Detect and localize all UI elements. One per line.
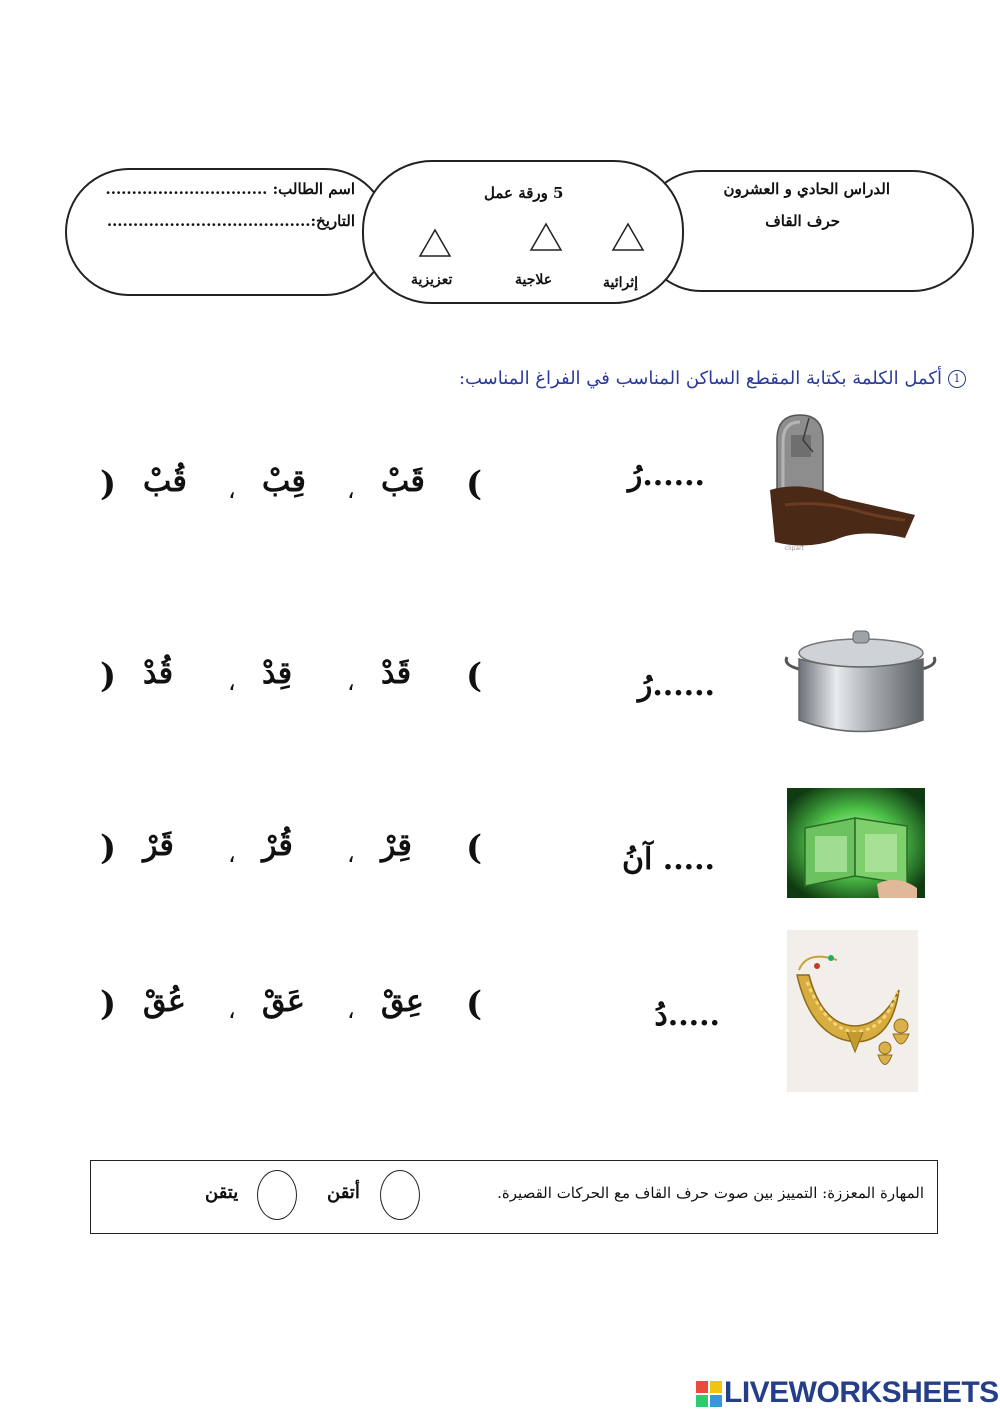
item-4-option-2[interactable]: عَقْ xyxy=(262,984,305,1019)
item-1-open-paren: ( xyxy=(466,464,483,504)
lesson-title: الدراس الحادي و العشرون xyxy=(723,180,890,198)
item-4-close-paren: ) xyxy=(100,984,117,1024)
item-4-open-paren: ( xyxy=(466,984,483,1024)
worksheet-number: 5 xyxy=(553,184,564,202)
item-3-word: ..... آنُ xyxy=(621,842,715,877)
item-2-option-2[interactable]: قِدْ xyxy=(262,656,293,691)
skill-description: المهارة المعززة: التمييز بين صوت حرف القاف مع الحركات القصيرة. xyxy=(497,1184,924,1202)
question-number-badge: 1 xyxy=(948,370,966,388)
date-field[interactable]: التاريخ:....................................... xyxy=(106,212,355,230)
item-4-option-1[interactable]: عِقْ xyxy=(381,984,424,1019)
item-1-option-2[interactable]: قِبْ xyxy=(262,464,306,499)
item-2-separator-1: ، xyxy=(347,668,355,696)
item-1-word: ......رُ xyxy=(627,458,705,493)
item-3-option-1[interactable]: قِرْ xyxy=(381,828,412,863)
letter-title: حرف القاف xyxy=(765,212,840,230)
level-enrichment-label: إثرائية xyxy=(603,275,639,291)
quran-book-picture xyxy=(787,788,925,898)
liveworksheets-brand[interactable]: LIVEWORKSHEETS xyxy=(724,1376,999,1409)
item-1-option-3[interactable]: قُبْ xyxy=(143,464,187,499)
not-mastered-label: يتقن xyxy=(205,1182,239,1203)
item-1-separator-2: ، xyxy=(228,476,236,504)
level-remedial-triangle[interactable] xyxy=(529,222,563,252)
item-4-word: .....دُ xyxy=(654,998,720,1033)
worksheet-title xyxy=(484,183,563,202)
question-text: أكمل الكلمة بكتابة المقطع الساكن المناسب في الفراغ المناسب: xyxy=(458,368,942,389)
level-remedial-label: علاجية xyxy=(515,272,553,288)
item-4-separator-1: ، xyxy=(347,996,355,1024)
item-3-option-2[interactable]: قُرْ xyxy=(262,828,293,863)
mastered-oval[interactable] xyxy=(380,1170,420,1220)
item-1-option-1[interactable]: قَبْ xyxy=(381,464,425,499)
item-2-open-paren: ( xyxy=(466,656,483,696)
level-reinforcement-label: تعزيزية xyxy=(411,272,453,288)
item-2-separator-2: ، xyxy=(228,668,236,696)
question-instruction xyxy=(459,368,966,389)
item-3-close-paren: ) xyxy=(100,828,117,868)
level-enrichment-triangle[interactable] xyxy=(611,222,645,252)
student-name-field[interactable]: اسم الطالب: ............................... xyxy=(105,180,355,198)
item-3-separator-1: ، xyxy=(347,840,355,868)
level-reinforcement-triangle[interactable] xyxy=(418,228,452,258)
item-4-option-3[interactable]: عُقْ xyxy=(143,984,186,1019)
tombstone-picture xyxy=(765,410,920,555)
item-2-option-3[interactable]: قُدْ xyxy=(143,656,174,691)
item-1-separator-1: ، xyxy=(347,476,355,504)
liveworksheets-logo-icon xyxy=(696,1381,722,1407)
item-2-close-paren: ) xyxy=(100,656,117,696)
item-2-word: ......رُ xyxy=(637,668,715,703)
item-1-close-paren: ) xyxy=(100,464,117,504)
item-4-separator-2: ، xyxy=(228,996,236,1024)
cooking-pot-picture xyxy=(783,625,938,740)
not-mastered-oval[interactable] xyxy=(257,1170,297,1220)
item-2-option-1[interactable]: قَدْ xyxy=(381,656,412,691)
mastered-label: أتقن xyxy=(327,1182,360,1203)
worksheet-label: ورقة عمل xyxy=(484,184,548,202)
item-3-open-paren: ( xyxy=(466,828,483,868)
item-3-option-3[interactable]: قَرْ xyxy=(143,828,174,863)
gold-necklace-picture xyxy=(787,930,918,1092)
svg-text:clipart: clipart xyxy=(785,545,804,552)
item-3-separator-2: ، xyxy=(228,840,236,868)
